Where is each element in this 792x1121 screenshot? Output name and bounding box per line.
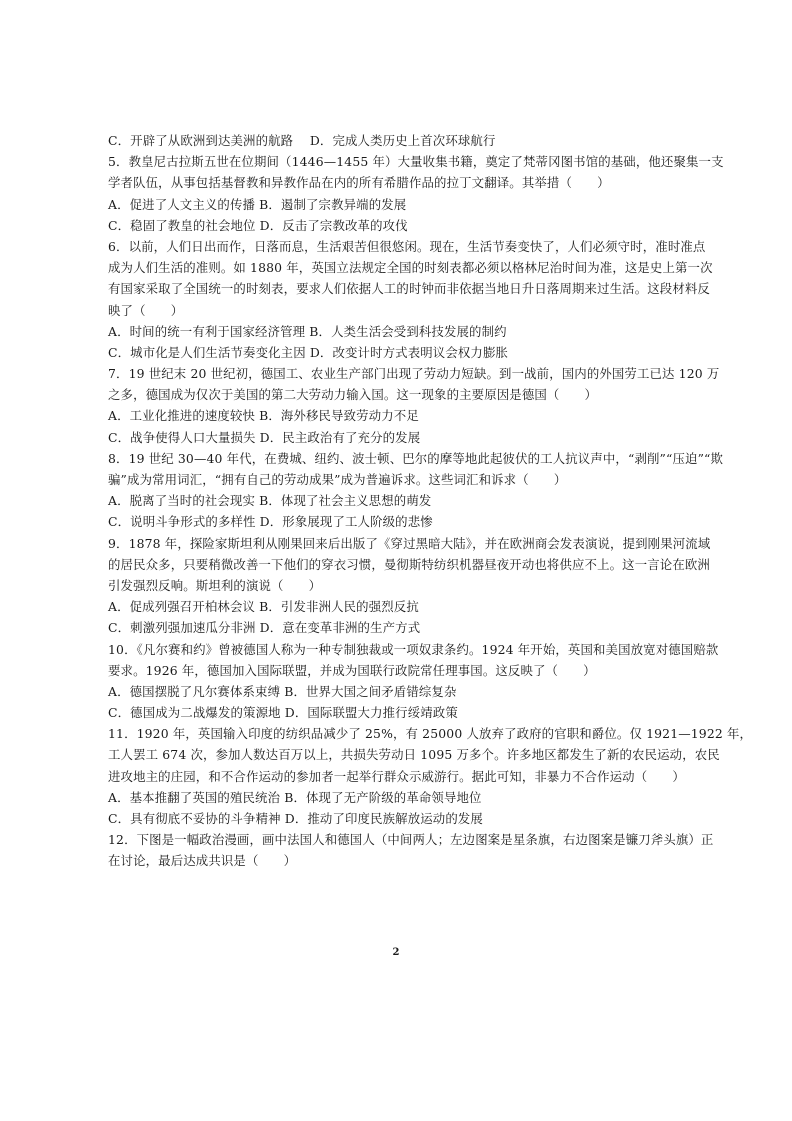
text-line: A．促进了人文主义的传播 B．遏制了宗教异端的发展 (108, 196, 407, 212)
text-line: C．稳固了教皇的社会地位 D．反击了宗教改革的攻伐 (108, 217, 408, 233)
text-line: 学者队伍，从事包括基督教和异教作品在内的所有希腊作品的拉丁文翻译。其举措（ ） (108, 175, 610, 191)
text-line: 有国家采取了全国统一的时刻表，要求人们依据人工的时钟而非依据当地日升日落周期来过生活。这段材料反 (108, 281, 710, 297)
text-line: C．具有彻底不妥协的斗争精神 D．推动了印度民族解放运动的发展 (108, 811, 483, 826)
text-line: 引发强烈反响。斯坦利的演说（ ） (108, 577, 322, 593)
text-line: 11．1920 年，英国输入印度的纺织品减少了 25%，有 25000 人放弃了政府的官职和爵位。仅 1921—1922 年， (108, 726, 753, 742)
text-line: C．刺激列强加速瓜分非洲 D．意在变革非洲的生产方式 (108, 620, 421, 636)
text-line: 在讨论，最后达成共识是（ ） (108, 853, 297, 869)
text-line: C．说明斗争形式的多样性 D．形象展现了工人阶级的悲惨 (108, 514, 433, 530)
text-line: 6．以前，人们日出而作，日落而息，生活艰苦但很悠闲。现在，生活节奏变快了，人们必须守时，准时准点 (108, 238, 706, 254)
text-line: A．基本推翻了英国的殖民统治 B．体现了无产阶级的革命领导地位 (108, 789, 482, 805)
text-line: 的居民众多，只要稍微改善一下他们的穿衣习惯，曼彻斯特纺织机器昼夜开动也将供应不上。这一言论在欧洲 (108, 556, 710, 572)
page-number: 2 (392, 947, 400, 958)
text-line: 骗”成为常用词汇，“拥有自己的劳动成果”成为普遍诉求。这些词汇和诉求（ ） (108, 472, 567, 487)
text-line: C．城市化是人们生活节奏变化主因 D．改变计时方式表明议会权力膨胀 (108, 344, 509, 360)
text-line: 工人罢工 674 次，参加人数达百万以上，共损失劳动日 1095 万多个。许多地区都发生了新的农民运动，农民 (108, 747, 720, 763)
text-line: 12．下图是一幅政治漫画，画中法国人和德国人（中间两人；左边图案是星条旗，右边图案是镰刀斧头旗）正 (108, 832, 714, 848)
text-line: 要求。1926 年，德国加入国际联盟，并成为国联行政院常任理事国。这反映了（ ） (108, 662, 596, 678)
text-line: 7．19 世纪末 20 世纪初，德国工、农业生产部门出现了劳动力短缺。到一战前，国内的外国劳工已达 120 万 (108, 366, 720, 382)
text-line: A．德国摆脱了凡尔赛体系束缚 B．世界大国之间矛盾错综复杂 (108, 683, 457, 699)
text-line: C．德国成为二战爆发的策源地 D．国际联盟大力推行绥靖政策 (108, 705, 458, 721)
text-line: 之多，德国成为仅次于美国的第二大劳动力输入国。这一现象的主要原因是德国（ ） (108, 387, 598, 403)
text-line: 进攻地主的庄园，和不合作运动的参加者一起举行群众示威游行。据此可知，非暴力不合作运动（ ） (108, 768, 685, 784)
text-line: C．开辟了从欧洲到达美洲的航路 D．完成人类历史上首次环球航行 (108, 133, 496, 148)
text-line: 5．教皇尼古拉斯五世在位期间（1446—1455 年）大量收集书籍，奠定了梵蒂冈图书馆的基础，他还聚集一支 (108, 154, 724, 170)
text-line: A．工业化推进的速度较快 B．海外移民导致劳动力不足 (108, 408, 419, 424)
text-line: 映了（ ） (108, 302, 184, 318)
text-line: C．战争使得人口大量损失 D．民主政治有了充分的发展 (108, 429, 421, 445)
text-line: 8．19 世纪 30—40 年代，在费城、纽约、波士顿、巴尔的摩等地此起彼伏的工人抗议声中，“剥削”“压迫”“欺 (108, 450, 724, 466)
text-line: 成为人们生活的准则。如 1880 年，英国立法规定全国的时刻表都必须以格林尼治时间为准，这是史上第一次 (108, 260, 713, 276)
text-line: A．时间的统一有利于国家经济管理 B．人类生活会受到科技发展的制约 (108, 323, 507, 339)
text-line: 10．《凡尔赛和约》曾被德国人称为一种专制独裁或一项奴隶条约。1924 年开始，英国和美国放宽对德国赔款 (108, 641, 719, 657)
text-line: A．脱离了当时的社会现实 B．体现了社会主义思想的萌发 (108, 493, 432, 509)
text-line: A．促成列强召开柏林会议 B．引发非洲人民的强烈反抗 (108, 599, 419, 615)
exam-questions (108, 130, 753, 872)
text-line: 9．1878 年，探险家斯坦利从刚果回来后出版了《穿过黑暗大陆》，并在欧洲商会发表演说，提到刚果河流域 (108, 535, 711, 551)
